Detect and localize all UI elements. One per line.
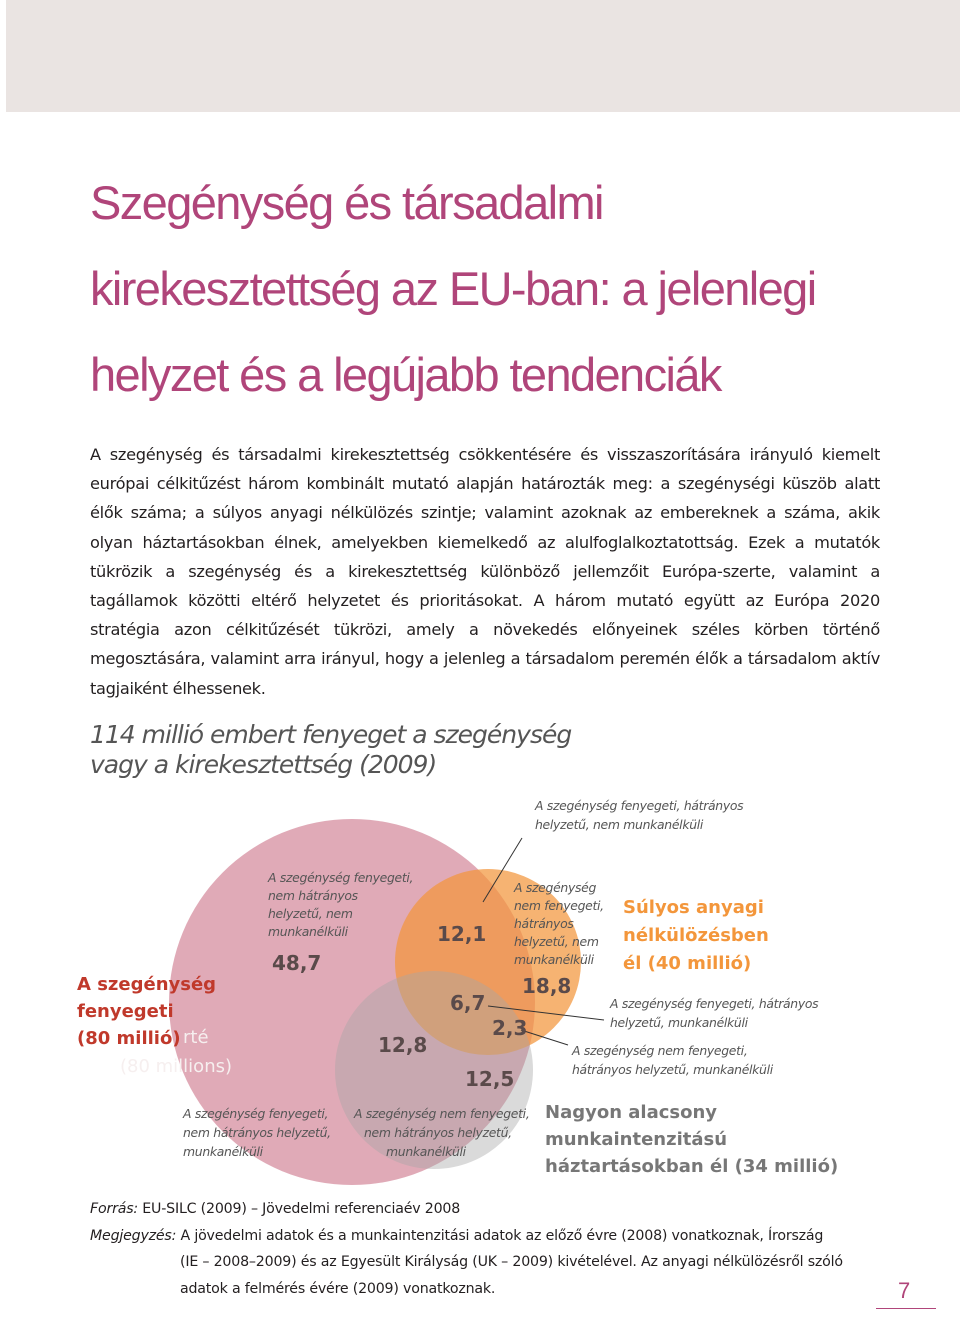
ghost-label-line-1: rté [183,1027,209,1048]
page-number-rule [876,1308,936,1309]
annotation-top-right-line-2: helyzetű, nem munkanélküli [535,817,704,832]
figure-title-line-1: 114 millió embert fenyeget a szegénység [90,720,572,749]
intro-paragraph: A szegénység és társadalmi kirekesztettség csökkentésére és visszaszorítására irányuló kiemelt európai célkitűzést három kombinált mutató alapján határozták meg: a szegénységi küszöb alatt élők száma; a súlyos anyagi nélkülözés szintje; valamint azoknak az embereknek a száma, akik olyan háztartásokban élnek, amelyekben kiemelkedő az alulfoglalkoztatottság. Ezek a mutatók tükrözik a szegénység és a kirekesztettség különböző jellemzőit Európa-szerte, valamint a tagállamok közötti eltérő helyzetet és prioritásokat. A három mutató együtt az Európa 2020 stratégia azon célkitűzését tükrözi, amely a növekedés előnyeinek széles körben történő megosztására, valamint arra irányul, hogy a jelenleg a társadalom peremén élők a társadalom aktív tagjaiként élhessenek. [90,445,880,698]
note-line-3: adatok a felmérés évére (2009) vonatkoznak. [180,1280,496,1297]
deprivation-label-line-3: él (40 millió) [623,953,752,974]
annotation-deprivation-only-line-4: helyzetű, nem [514,934,599,949]
note-line-1 [90,1223,890,1250]
annotation-poverty-only-line-3: helyzetű, nem [268,906,353,921]
annotation-top-right [534,798,747,832]
deprivation-label [623,897,775,974]
poverty-label-line-1: A szegénység [77,974,217,995]
annotation-deprivation-work [571,1043,774,1077]
note-line-2: (IE – 2008–2009) és az Egyesült Királyság (UK – 2009) kivételével. Az anyagi nélkülözésről szóló [180,1254,843,1270]
annotation-deprivation-work-line-2: hátrányos helyzetű, munkanélküli [572,1062,773,1077]
work-label-line-2: munkaintenzitású [545,1129,728,1150]
poverty-label-line-2: fenyegeti [77,1001,174,1022]
annotation-deprivation-only-line-2: nem fenyegeti, [514,898,604,913]
annotation-deprivation-only-line-1: A szegénység [514,880,597,895]
annotation-poverty-only-line-2: nem hátrányos [268,888,358,903]
annotation-work-only-line-1: A szegénység nem fenyegeti, [354,1106,530,1121]
annotation-poverty-work-line-3: munkanélküli [183,1144,263,1159]
annotation-poverty-only-line-4: munkanélküli [268,924,348,939]
work-label-line-3: háztartásokban él (34 millió) [545,1156,839,1177]
annotation-all-three-line-2: helyzetű, munkanélküli [610,1015,748,1030]
annotation-top-right-line-1: A szegénység fenyegeti, hátrányos [535,798,744,813]
value-poverty-only: 48,7 [272,951,322,975]
source-line [90,1196,890,1223]
annotation-all-three [609,996,822,1030]
annotation-poverty-work-line-1: A szegénység fenyegeti, [183,1106,329,1121]
source-text: EU-SILC (2009) – Jövedelmi referenciaév 2008 [137,1201,461,1217]
note-text-1: A jövedelmi adatok és a munkaintenzitási adatok az előző évre (2008) vonatkoznak, Írország [176,1227,824,1244]
deprivation-label-line-2: nélkülözésben [623,925,769,946]
annotation-poverty-only-line-1: A szegénység fenyegeti, [268,870,414,885]
annotation-all-three-line-1: A szegénység fenyegeti, hátrányos [610,996,819,1011]
annotation-deprivation-only-line-3: hátrányos [514,916,574,931]
poverty-label-line-3: (80 millió) [77,1028,181,1049]
value-poverty-work: 12,8 [378,1033,428,1057]
annotation-deprivation-only [513,880,607,967]
ghost-label-line-2: (80 millions) [120,1056,233,1077]
title-line-3: helyzet és a legújabb tendenciák [90,348,721,401]
title-line-2: kirekesztettség az EU-ban: a jelenlegi [90,262,816,315]
annotation-poverty-work-line-2: nem hátrányos helyzetű, [183,1125,331,1140]
value-poverty-deprivation: 12,1 [437,922,487,946]
annotation-work-only-line-3: munkanélküli [386,1144,466,1159]
figure-title-line-2: vagy a kirekesztettség (2009) [90,750,437,779]
source-label: Forrás: [90,1201,138,1217]
annotation-deprivation-work-line-1: A szegénység nem fenyegeti, [572,1043,748,1058]
annotation-work-only-line-2: nem hátrányos helyzetű, [364,1125,512,1140]
page-number: 7 [898,1278,911,1303]
deprivation-label-line-1: Súlyos anyagi [623,897,764,918]
note-label: Megjegyzés: [90,1227,177,1244]
value-deprivation-work: 2,3 [492,1016,528,1040]
value-all-three: 6,7 [450,991,486,1015]
work-intensity-label [545,1102,838,1177]
work-label-line-1: Nagyon alacsony [545,1102,718,1123]
value-deprivation-only: 18,8 [522,974,572,998]
value-work-only: 12,5 [465,1067,515,1091]
figure-notes [90,1196,890,1302]
title-line-1: Szegénység és társadalmi [90,176,603,229]
annotation-deprivation-only-line-5: munkanélküli [514,952,594,967]
